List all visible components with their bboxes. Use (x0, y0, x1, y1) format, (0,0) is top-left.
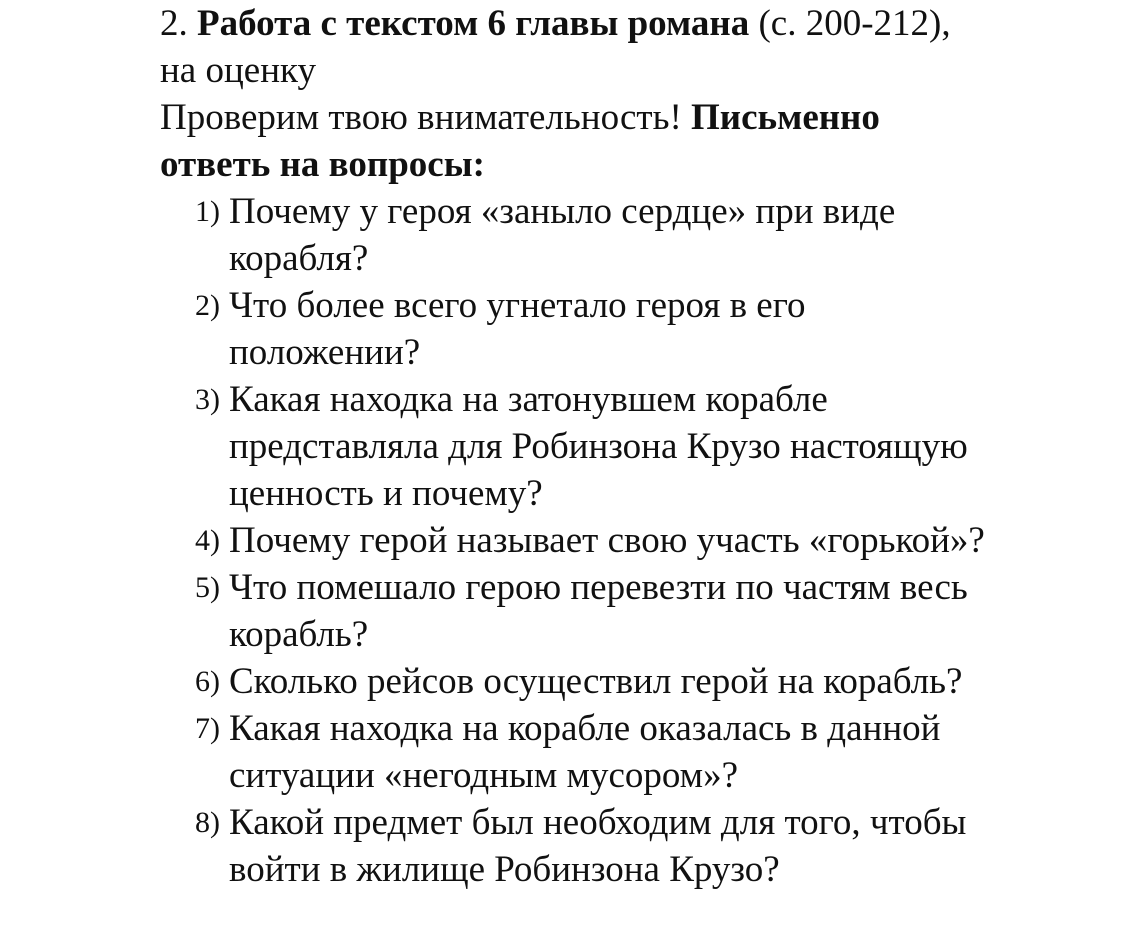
question-text-line2: представляла для Робинзона Крузо настоящую (229, 426, 968, 467)
question-item (160, 564, 1100, 658)
question-text-line1: Что более всего угнетало героя в его (229, 285, 806, 326)
question-number: 2) (195, 289, 220, 322)
question-text-line2: корабля? (229, 238, 369, 279)
question-text-line2: положении? (229, 332, 421, 373)
question-number: 1) (195, 195, 220, 228)
task-title: Работа с текстом 6 главы романа (197, 3, 750, 44)
question-text-line2: корабль? (229, 614, 369, 655)
question-text-line1: Что помешало герою перевезти по частям весь (229, 567, 968, 608)
question-number: 3) (195, 383, 220, 416)
instruction-part-2: ответь на вопросы: (160, 144, 485, 185)
question-item (160, 799, 1100, 893)
intro-text: Проверим твою внимательность! (160, 97, 682, 138)
question-number: 7) (195, 712, 220, 745)
question-text-line1: Почему у героя «заныло сердце» при виде (229, 191, 896, 232)
question-item (160, 705, 1100, 799)
task-grading: на оценку (160, 50, 316, 91)
question-text-line1: Почему герой называет свою участь «горькой»? (229, 520, 985, 561)
instruction-part-1: Письменно (691, 97, 880, 138)
question-number: 8) (195, 806, 220, 839)
question-text-line1: Какой предмет был необходим для того, чтобы (229, 802, 967, 843)
question-list (160, 188, 1100, 893)
question-item (160, 282, 1100, 376)
intro-line (160, 94, 1100, 141)
question-item (160, 376, 1100, 517)
question-number: 4) (195, 524, 220, 557)
question-text-line2: ситуации «негодным мусором»? (229, 755, 739, 796)
question-text-line1: Какая находка на затонувшем корабле (229, 379, 828, 420)
task-heading (160, 0, 1100, 47)
question-item (160, 517, 1100, 564)
question-text-line3: ценность и почему? (229, 473, 543, 514)
question-text-line1: Сколько рейсов осуществил герой на корабль? (229, 661, 963, 702)
question-item (160, 188, 1100, 282)
question-text-line1: Какая находка на корабле оказалась в данной (229, 708, 941, 749)
question-number: 5) (195, 571, 220, 604)
question-text-line2: войти в жилище Робинзона Крузо? (229, 849, 780, 890)
task-pages: (с. 200-212), (758, 3, 951, 44)
question-number: 6) (195, 665, 220, 698)
question-item (160, 658, 1100, 705)
document-body (160, 0, 1100, 893)
task-number: 2. (160, 3, 188, 44)
